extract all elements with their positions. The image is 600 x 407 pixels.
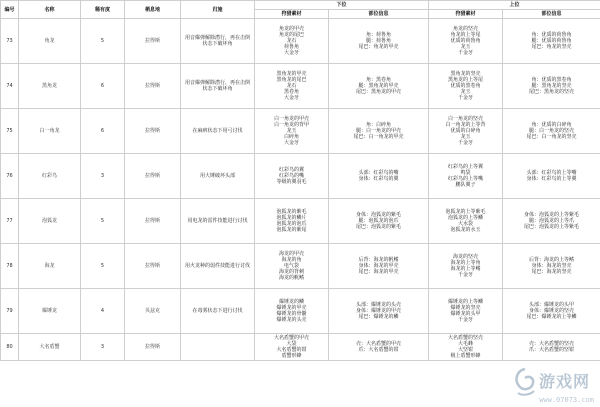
cell-line: 大毛蜂 [458,341,474,347]
cell-line: 腿：泡狐龙的泡爪 [358,218,399,224]
cell-line: 白一角龙的坚壳 [448,116,484,122]
table-row [1,199,600,244]
cell-line: 海龙的帆鳍 [278,275,304,281]
cell-capture [181,334,255,361]
cell-line: 泡狐龙的紫毛 [276,209,307,215]
cell-line: 尾巴：角龙的甲壳 [358,44,399,50]
cell-line: 腿：白一角龙的坚壳 [529,128,575,134]
cell-line: 红彩鸟的上等翼 [448,164,484,170]
cell-line: 爆锤龙的上等鳞 [448,299,484,305]
cell-line: 后背：海龙的上等鳍 [529,257,575,263]
cell-line: 腿：白一角龙的甲壳 [356,128,402,134]
cell-line: 海龙的坚壳 [453,254,479,260]
cell-line: 身体：海龙的甲壳 [358,263,399,269]
cell-low-parts [329,289,429,334]
header-name: 名称 [19,1,81,19]
cell-line: 泡狐龙的紫尾 [276,227,307,233]
cell-line: 尾巴：黑角龙的甲壳 [356,89,402,95]
cell-line: 海龙的甲壳 [278,251,304,257]
cell-line: 身体：红彩鸟的上等翼 [526,176,577,182]
cell-line: 大名盾蟹的坚壳 [448,335,484,341]
cell-name: 海龙 [19,244,81,289]
cell-line: 大名盾蟹的甲壳 [273,335,309,341]
cell-high-parts [503,109,600,154]
cell-name: 黑角龙 [19,64,81,109]
cell-line: 千金牙 [458,50,474,56]
cell-line: 红彩鸟的上等嘴 [448,176,484,182]
cell-line: 荷鲁角 [283,44,299,50]
table-body [1,19,600,361]
cell-low-parts [329,244,429,289]
cell-line: 千金牙 [458,140,474,146]
cell-line: 优质的黑卷角 [450,83,481,89]
cell-id: 75 [1,109,19,154]
cell-capture: 在毒雾状态下进行讨伐 [181,289,255,334]
cell-rarity: 5 [81,244,125,289]
cell-line: 鹏队翼子 [455,182,476,188]
cell-high-materials [429,289,503,334]
table-row [1,19,600,64]
cell-high-parts [503,19,600,64]
cell-habitat: 拉得斯 [125,19,181,64]
cell-line: 大水袋 [458,221,474,227]
cell-line: 头部：红彩鸟的上等嘴 [526,170,577,176]
cell-low-materials [255,289,329,334]
cell-line: 海龙的角 [281,257,302,263]
cell-line: 尾巴：白一角龙的坚壳 [526,134,577,140]
cell-line: 尾巴：黑角龙的坚壳 [529,89,575,95]
header-high-parts: 部位信息 [503,10,600,19]
cell-line: 千金牙 [458,317,474,323]
cell-high-materials [429,109,503,154]
table-row [1,334,600,361]
cell-line: 海龙的背刺 [278,269,304,275]
header-low-materials: 狩猎素材 [255,10,329,19]
cell-line: 爆锤龙的骨髓 [276,311,307,317]
cell-line: 泡狐龙的泡爪 [276,221,307,227]
cell-line: 等级的翼羽毛 [276,179,307,185]
cell-line: 电气袋 [283,263,299,269]
cell-rarity: 4 [81,289,125,334]
cell-habitat: 拉得斯 [125,199,181,244]
cell-line: 黑角龙的上等尾 [448,77,484,83]
cell-line: 黑角龙的尾巴 [276,77,307,83]
cell-line: 尾巴：角龙的坚壳 [531,44,572,50]
cell-id: 73 [1,19,19,64]
cell-line: 身体：泡狐龙的紫毛 [356,212,402,218]
header-high-rank: 上位 [429,1,600,10]
cell-high-parts [503,289,600,334]
cell-name: 大名盾蟹 [19,334,81,361]
cell-line: 角：优质的黑卷角 [531,77,572,83]
cell-line: 角龙的甲壳 [278,26,304,32]
table-row [1,64,600,109]
cell-line: 壳：大名盾蟹的甲壳 [356,341,402,347]
cell-line: 角龙的尾巴 [278,32,304,38]
cell-line: 龙石 [286,38,297,44]
cell-capture: 用音爆弹解除潜行，再在击倒状态下破坏角 [181,19,255,64]
cell-line: 龙石 [286,83,297,89]
cell-line: 海龙的上等角 [450,260,481,266]
cell-low-materials [255,64,329,109]
cell-line: 腿：荷鲁角 [366,38,392,44]
header-low-parts: 部位信息 [329,10,429,19]
cell-line: 头部：爆锤龙的头壳 [356,302,402,308]
cell-name: 白一角龙 [19,109,81,154]
cell-line: 大金牙 [283,95,299,101]
cell-habitat: 拉得斯 [125,334,181,361]
cell-line: 泡狐龙的水玉 [450,227,481,233]
cell-line: 大金牙 [283,140,299,146]
cell-id: 74 [1,64,19,109]
cell-line: 红彩鸟的翼 [278,167,304,173]
cell-rarity: 5 [81,199,125,244]
cell-line: 尾巴：泡狐龙的紫毛 [356,224,402,230]
header-low-rank: 下位 [255,1,429,10]
cell-rarity: 6 [81,64,125,109]
table-row [1,289,600,334]
cell-low-parts [329,154,429,199]
watermark-url: www.07073.com [539,396,594,404]
cell-line: 龙玉 [460,89,471,95]
cell-line: 腿：泡狐龙的上等爪 [529,218,575,224]
cell-high-parts [503,334,600,361]
cell-low-parts [329,109,429,154]
cell-high-parts [503,154,600,199]
cell-rarity: 3 [81,334,125,361]
cell-line: 千金牙 [458,272,474,278]
cell-habitat: 贝兹克 [125,289,181,334]
cell-line: 身体：爆锤龙的甲壳 [356,308,402,314]
cell-habitat: 拉得斯 [125,244,181,289]
cell-line: 爆锤龙的头壳 [276,317,307,323]
cell-line: 白碎角 [283,134,299,140]
cell-high-materials [429,199,503,244]
cell-line: 角：白碎角 [366,122,392,128]
cell-capture: 用火龙种的弱件技能进行讨伐 [181,244,255,289]
cell-line: 尾巴：泡狐龙的上等紫毛 [524,224,580,230]
cell-line: 龙玉 [460,134,471,140]
cell-line: 身体：海龙的坚壳 [531,263,572,269]
cell-line: 海龙的上等鳍 [450,266,481,272]
cell-line: 身体：泡狐龙的上等紫毛 [524,212,580,218]
cell-line: 大名盾蟹的钳 [276,347,307,353]
cell-high-parts [503,244,600,289]
table-row [1,244,600,289]
cell-line: 头部：爆锤龙的头甲 [529,302,575,308]
cell-line: 后背：海龙的帆鳍 [358,257,399,263]
cell-high-materials [429,244,503,289]
cell-low-materials [255,334,329,361]
cell-line: 泡狐龙的鳞片 [276,215,307,221]
cell-line: 角：荷鲁角 [366,32,392,38]
cell-line: 龙玉 [460,44,471,50]
cell-low-parts [329,334,429,361]
watermark-text: 游戏网 [538,372,590,391]
cell-high-materials [429,154,503,199]
cell-line: 红彩鸟的嘴 [278,173,304,179]
cell-capture: 用电龙的雷件技能进行讨伐 [181,199,255,244]
cell-high-parts [503,199,600,244]
cell-capture: 用大锤破坏头部 [181,154,255,199]
cell-line: 优质的白碎角 [450,128,481,134]
cell-high-materials [429,19,503,64]
cell-low-parts [329,199,429,244]
cell-id: 78 [1,244,19,289]
cell-line: 腿：黑角龙的甲壳 [358,83,399,89]
cell-line: 大坚钳 [458,347,474,353]
cell-line: 优质的荷鲁角 [450,38,481,44]
cell-line: 白一角龙的上等背 [445,122,486,128]
cell-line: 大袋 [286,341,297,347]
cell-habitat: 拉得斯 [125,154,181,199]
cell-id: 80 [1,334,19,361]
cell-line: 鸣袋 [460,170,471,176]
cell-low-materials [255,19,329,64]
cell-low-parts [329,64,429,109]
cell-line: 龙玉 [286,128,297,134]
cell-id: 77 [1,199,19,244]
cell-line: 角：黑卷角 [366,77,392,83]
cell-name: 红彩鸟 [19,154,81,199]
cell-name: 角龙 [19,19,81,64]
cell-rarity: 6 [81,109,125,154]
cell-line: 泡狐龙的上等紫毛 [445,209,486,215]
cell-id: 76 [1,154,19,199]
header-habitat: 栖息地 [125,1,181,19]
cell-line: 角：优质的荷鲁角 [531,32,572,38]
cell-low-materials [255,244,329,289]
cell-line: 大金牙 [283,50,299,56]
site-watermark [510,365,596,405]
cell-high-materials [429,64,503,109]
cell-line: 爆锤龙的鳞 [278,299,304,305]
cell-line: 极上盾蟹形蜂 [450,353,481,359]
cell-rarity: 3 [81,154,125,199]
header-id: 编号 [1,1,19,19]
cell-line: 爪：大名盾蟹的钳 [358,347,399,353]
cell-line: 千金牙 [458,95,474,101]
cell-low-materials [255,109,329,154]
cell-name: 泡狐龙 [19,199,81,244]
header-high-materials: 狩猎素材 [429,10,503,19]
cell-line: 黑卷角 [283,89,299,95]
cell-capture: 在麻痹状态下用弓讨伐 [181,109,255,154]
cell-line: 尾巴：海龙的坚壳 [531,269,572,275]
cell-line: 黑角龙的坚壳 [450,71,481,77]
cell-line: 尾巴：爆锤龙的上等鳞 [526,314,577,320]
cell-line: 盾蟹形蜂 [281,353,302,359]
cell-habitat: 拉得斯 [125,109,181,154]
cell-habitat: 拉得斯 [125,64,181,109]
cell-line: 角龙的上等尾 [450,32,481,38]
cell-id: 79 [1,289,19,334]
cell-line: 爪：大名盾蟹的坚钳 [529,347,575,353]
cell-name: 爆锤龙 [19,289,81,334]
cell-high-parts [503,64,600,109]
cell-line: 爆锤龙的坚壳 [450,305,481,311]
table-row [1,109,600,154]
header-rarity: 稀有度 [81,1,125,19]
cell-line: 头部：红彩鸟的嘴 [358,170,399,176]
cell-line: 尾巴：海龙的甲壳 [358,269,399,275]
swirl-logo-icon [512,367,538,397]
cell-line: 白一角龙的甲壳 [273,116,309,122]
cell-low-materials [255,199,329,244]
cell-low-parts [329,19,429,64]
table-row [1,154,600,199]
cell-line: 爆锤龙的头甲 [450,311,481,317]
cell-line: 身体：爆锤龙的坚壳 [529,308,575,314]
cell-rarity: 5 [81,19,125,64]
cell-line: 壳：大名盾蟹的坚壳 [529,341,575,347]
cell-line: 黑角龙的甲壳 [276,71,307,77]
cell-line: 腿：优质的荷鲁角 [531,38,572,44]
cell-line: 角：优质的白碎角 [531,122,572,128]
cell-line: 尾巴：爆锤龙的鳞 [358,314,399,320]
cell-line: 尾巴：白一角龙的甲壳 [353,134,404,140]
cell-low-materials [255,154,329,199]
cell-high-materials [429,334,503,361]
cell-line: 角龙的坚壳 [453,26,479,32]
cell-line: 白一角龙的背甲 [273,122,309,128]
cell-line: 爆锤龙的甲壳 [276,305,307,311]
cell-line: 泡狐龙的上等鳞 [448,215,484,221]
cell-line: 腿：黑角龙的坚壳 [531,83,572,89]
cell-line: 身体：红彩鸟的翼 [358,176,399,182]
header-capture: 归施 [181,1,255,19]
cell-capture: 用音爆弹解除潜行，再在击倒状态下破坏角 [181,64,255,109]
